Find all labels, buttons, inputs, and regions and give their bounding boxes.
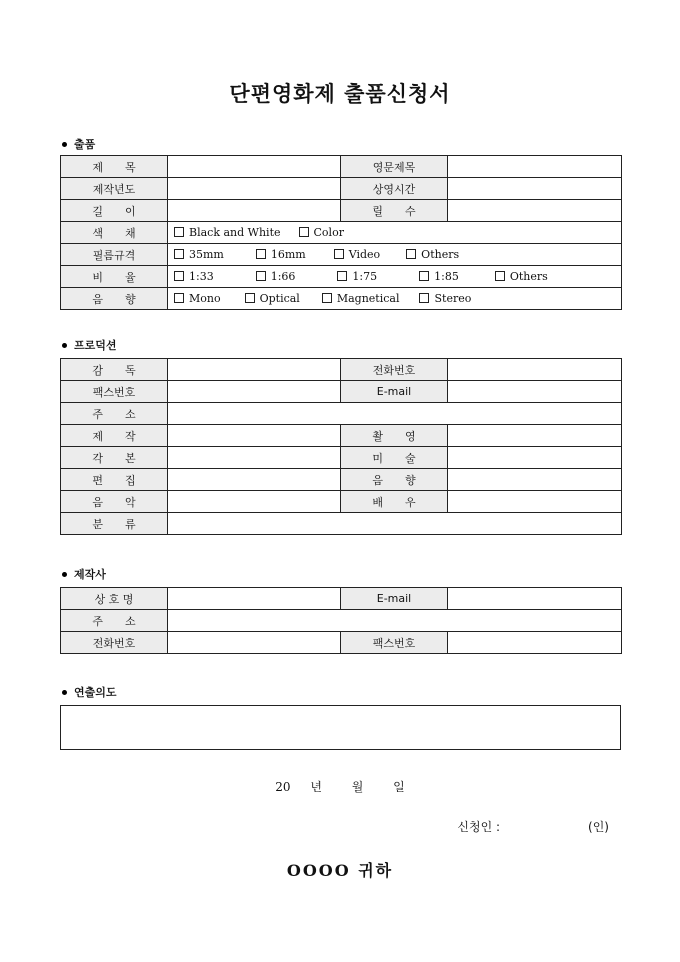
table-row xyxy=(61,447,622,469)
runtime-field[interactable] xyxy=(448,178,622,200)
sound-field[interactable] xyxy=(448,469,622,491)
section-production-label: 프로덕션 xyxy=(74,339,117,352)
phone-field[interactable] xyxy=(448,359,622,381)
date-day-unit: 일 xyxy=(393,780,405,794)
section-intent-label: 연출의도 xyxy=(74,686,117,699)
category-label: 분 류 xyxy=(61,513,168,535)
section-production-heading xyxy=(62,337,117,353)
table-row xyxy=(61,381,622,403)
length-label: 길 이 xyxy=(61,200,168,222)
seal-mark: (인) xyxy=(588,820,609,834)
ratio-option[interactable]: 1:33 xyxy=(174,270,214,283)
company-address-field[interactable] xyxy=(168,610,622,632)
director-field[interactable] xyxy=(168,359,341,381)
checkbox-icon[interactable] xyxy=(256,271,266,281)
company-phone-field[interactable] xyxy=(168,632,341,654)
film-option[interactable]: 16mm xyxy=(256,248,306,261)
english-title-label: 영문제목 xyxy=(341,156,448,178)
company-fax-field[interactable] xyxy=(448,632,622,654)
reels-field[interactable] xyxy=(448,200,622,222)
sound-option[interactable]: Stereo xyxy=(419,292,471,305)
reels-label: 릴 수 xyxy=(341,200,448,222)
table-row xyxy=(61,222,622,244)
section-intent-heading xyxy=(62,684,117,700)
checkbox-icon[interactable] xyxy=(419,271,429,281)
table-row xyxy=(61,178,622,200)
checkbox-icon[interactable] xyxy=(256,249,266,259)
date-year: 20 xyxy=(275,780,291,794)
bullet-icon xyxy=(62,343,67,348)
color-option[interactable]: Color xyxy=(299,226,344,239)
film-option[interactable]: Video xyxy=(334,248,380,261)
bullet-icon xyxy=(62,572,67,577)
table-row xyxy=(61,513,622,535)
company-name-field[interactable] xyxy=(168,588,341,610)
section-entry-heading xyxy=(62,136,95,152)
screenplay-label: 각 본 xyxy=(61,447,168,469)
year-label: 제작년도 xyxy=(61,178,168,200)
checkbox-icon[interactable] xyxy=(419,293,429,303)
company-email-field[interactable] xyxy=(448,588,622,610)
company-name-label: 상 호 명 xyxy=(61,588,168,610)
bullet-icon xyxy=(62,690,67,695)
table-row xyxy=(61,200,622,222)
ratio-option[interactable]: Others xyxy=(495,270,548,283)
checkbox-icon[interactable] xyxy=(322,293,332,303)
date-month-unit: 월 xyxy=(351,780,364,794)
bullet-icon xyxy=(62,142,67,147)
screenplay-field[interactable] xyxy=(168,447,341,469)
color-label: 색 채 xyxy=(61,222,168,244)
company-fax-label: 팩스번호 xyxy=(341,632,448,654)
applicant-label: 신청인 : xyxy=(457,820,501,834)
table-row xyxy=(61,588,622,610)
address-field[interactable] xyxy=(168,403,622,425)
checkbox-icon[interactable] xyxy=(334,249,344,259)
table-row xyxy=(61,425,622,447)
music-field[interactable] xyxy=(168,491,341,513)
ratio-option[interactable]: 1:85 xyxy=(419,270,459,283)
checkbox-icon[interactable] xyxy=(495,271,505,281)
table-row xyxy=(61,288,622,310)
email-field[interactable] xyxy=(448,381,622,403)
color-option[interactable]: Black and White xyxy=(174,226,281,239)
table-row xyxy=(61,469,622,491)
title-field[interactable] xyxy=(168,156,341,178)
production-table xyxy=(60,358,622,535)
table-row xyxy=(61,632,622,654)
title-label: 제 목 xyxy=(61,156,168,178)
music-label: 음 악 xyxy=(61,491,168,513)
film-format-options xyxy=(168,244,622,266)
table-row xyxy=(61,491,622,513)
art-label: 미 술 xyxy=(341,447,448,469)
table-row xyxy=(61,403,622,425)
checkbox-icon[interactable] xyxy=(406,249,416,259)
aspect-ratio-label: 비 율 xyxy=(61,266,168,288)
table-row xyxy=(61,156,622,178)
sound-options xyxy=(168,288,622,310)
fax-field[interactable] xyxy=(168,381,341,403)
table-row xyxy=(61,244,622,266)
cinematography-label: 촬 영 xyxy=(341,425,448,447)
email-label: E-mail xyxy=(341,381,448,403)
film-option[interactable]: Others xyxy=(406,248,459,261)
film-option[interactable]: 35mm xyxy=(174,248,224,261)
checkbox-icon[interactable] xyxy=(299,227,309,237)
checkbox-icon[interactable] xyxy=(174,249,184,259)
year-field[interactable] xyxy=(168,178,341,200)
applicant-line xyxy=(457,818,609,835)
table-row xyxy=(61,266,622,288)
addressee: OOOO 귀하 xyxy=(286,861,394,880)
company-phone-label: 전화번호 xyxy=(61,632,168,654)
director-intent-field[interactable] xyxy=(60,705,621,750)
sound-option[interactable]: Optical xyxy=(245,292,300,305)
date-year-unit: 년 xyxy=(310,780,322,794)
address-label: 주 소 xyxy=(61,403,168,425)
section-company-heading xyxy=(62,566,106,582)
company-table xyxy=(60,587,622,654)
producer-field[interactable] xyxy=(168,425,341,447)
form-title: 단편영화제 출품신청서 xyxy=(229,81,451,106)
color-options xyxy=(168,222,622,244)
cinematography-field[interactable] xyxy=(448,425,622,447)
sound-label: 음 향 xyxy=(341,469,448,491)
sound-option[interactable]: Magnetical xyxy=(322,292,400,305)
runtime-label: 상영시간 xyxy=(341,178,448,200)
section-company-label: 제작사 xyxy=(74,568,106,581)
sound-option[interactable]: Mono xyxy=(174,292,221,305)
phone-label: 전화번호 xyxy=(341,359,448,381)
sound-label: 음 향 xyxy=(61,288,168,310)
category-field[interactable] xyxy=(168,513,622,535)
length-field[interactable] xyxy=(168,200,341,222)
art-field[interactable] xyxy=(448,447,622,469)
editing-label: 편 집 xyxy=(61,469,168,491)
section-entry-label: 출품 xyxy=(74,138,96,151)
cast-label: 배 우 xyxy=(341,491,448,513)
english-title-field[interactable] xyxy=(448,156,622,178)
editing-field[interactable] xyxy=(168,469,341,491)
aspect-ratio-options xyxy=(168,266,622,288)
cast-field[interactable] xyxy=(448,491,622,513)
film-format-label: 필름규격 xyxy=(61,244,168,266)
checkbox-icon[interactable] xyxy=(245,293,255,303)
date-line xyxy=(0,778,680,795)
checkbox-icon[interactable] xyxy=(174,271,184,281)
director-label: 감 독 xyxy=(61,359,168,381)
company-address-label: 주 소 xyxy=(61,610,168,632)
table-row xyxy=(61,610,622,632)
table-row xyxy=(61,359,622,381)
checkbox-icon[interactable] xyxy=(337,271,347,281)
fax-label: 팩스번호 xyxy=(61,381,168,403)
ratio-option[interactable]: 1:66 xyxy=(256,270,296,283)
ratio-option[interactable]: 1:75 xyxy=(337,270,377,283)
entry-table xyxy=(60,155,622,310)
checkbox-icon[interactable] xyxy=(174,293,184,303)
company-email-label: E-mail xyxy=(341,588,448,610)
checkbox-icon[interactable] xyxy=(174,227,184,237)
producer-label: 제 작 xyxy=(61,425,168,447)
